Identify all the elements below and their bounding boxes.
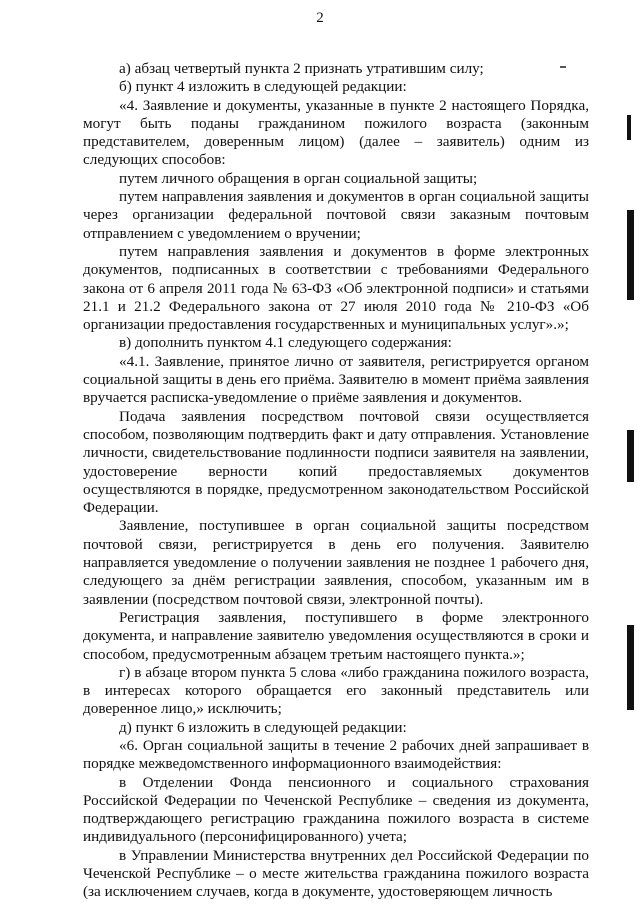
scan-speck — [560, 66, 566, 68]
document-body — [83, 60, 589, 902]
scan-edge-mark — [627, 430, 634, 482]
paragraph: д) пункт 6 изложить в следующей редакции: — [119, 718, 407, 736]
paragraph: путем направления заявления и документов в орган социальной защиты через организации федеральной почтовой связи заказным почтовым отправлением с уведомлением о вручении; — [83, 188, 589, 242]
scan-edge-mark — [627, 115, 631, 140]
paragraph: б) пункт 4 изложить в следующей редакции: — [119, 78, 407, 96]
paragraph: в Отделении Фонда пенсионного и социального страхования Российской Федерации по Чеченской Республике – сведения из документа, подтверждающего регистрацию гражданина пожилого возраста в системе индивидуального (персонифицированного) учета; — [83, 773, 589, 846]
paragraph: «6. Орган социальной защиты в течение 2 рабочих дней запрашивает в порядке межведомственного информационного взаимодействия: — [83, 736, 589, 773]
paragraph: а) абзац четвертый пункта 2 признать утратившим силу; — [119, 60, 484, 77]
paragraph: Подача заявления посредством почтовой связи осуществляется способом, позволяющим подтвердить факт и дату отправления. Установление личности, свидетельствование подлинности подписи заявителя на заявлении, удостоверение верности копий предоставляемых документов осуществляются в порядке, предусмотренном законодательством Российской Федерации. — [83, 407, 589, 517]
scan-edge-mark — [627, 625, 634, 710]
paragraph: Регистрация заявления, поступившего в форме электронного документа, и направление заявителю уведомления осуществляются в сроки и способом, предусмотренным абзацем третьим настоящего пункта.»; — [83, 608, 589, 663]
paragraph: «4. Заявление и документы, указанные в пункте 2 настоящего Порядка, могут быть поданы гражданином пожилого возраста (законным представителем, доверенным лицом) (далее – заявитель) одним из следующих способов: — [83, 96, 589, 169]
paragraph: «4.1. Заявление, принятое лично от заявителя, регистрируется органом социальной защиты в день его приёма. Заявителю в момент приёма заявления вручается расписка-уведомление о приёме заявления и документов. — [83, 352, 589, 407]
paragraph: путем направления заявления и документов в форме электронных документов, подписанных в соответствии с требованиями Федерального закона от 6 апреля 2011 года № 63-ФЗ «Об электронной подписи» и статьями 21.1 и 21.2 Федерального закона от 27 июля 2010 года № 210-ФЗ «Об организации предоставления государственных и муниципальных услуг».»; — [83, 242, 589, 334]
paragraph: в) дополнить пунктом 4.1 следующего содержания: — [119, 334, 452, 352]
paragraph: путем личного обращения в орган социальной защиты; — [119, 169, 478, 187]
paragraph: в Управлении Министерства внутренних дел Российской Федерации по Чеченской Республике – о месте жительства гражданина пожилого возраста (за исключением случаев, когда в документе, удостоверяющем личность — [83, 846, 589, 901]
paragraph: г) в абзаце втором пункта 5 слова «либо гражданина пожилого возраста, в интересах которого обращается его законный представитель или доверенное лицо,» исключить; — [83, 663, 589, 718]
paragraph: Заявление, поступившее в орган социальной защиты посредством почтовой связи, регистрируется в день его получения. Заявителю направляется уведомление о получении заявления не позднее 1 рабочего дня, следующего за днём регистрации заявления, способом, указанным им в заявлении (посредством почтовой связи, электронной почты). — [83, 517, 589, 608]
scan-edge-mark — [627, 210, 634, 300]
page-number: 2 — [316, 10, 324, 26]
